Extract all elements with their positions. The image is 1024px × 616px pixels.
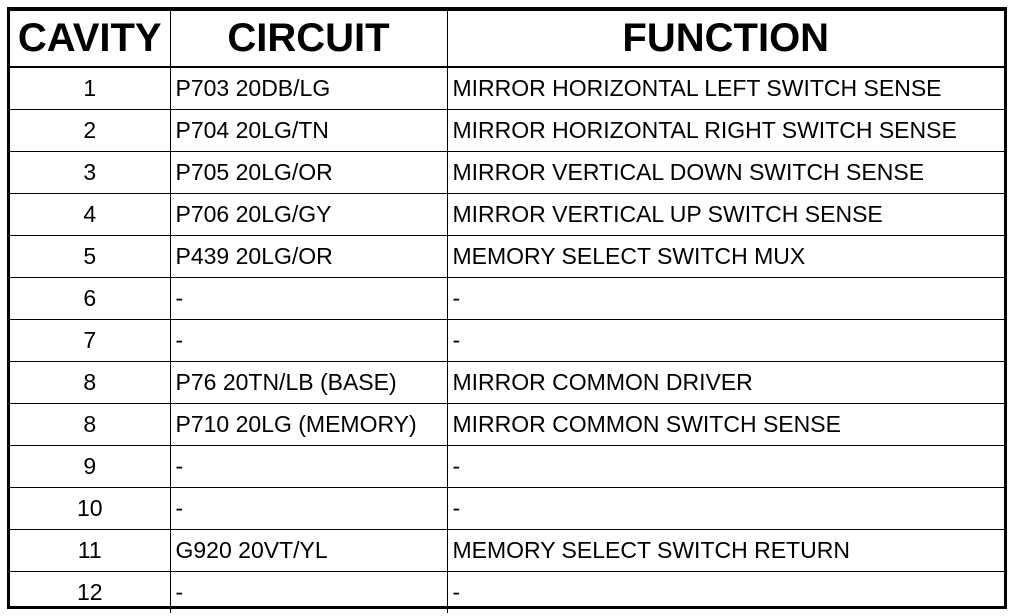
table-row [10,404,1004,446]
function-cell: MIRROR COMMON DRIVER [447,362,1004,404]
circuit-cell: P439 20LG/OR [170,236,447,278]
circuit-cell: P704 20LG/TN [170,110,447,152]
cavity-cell: 3 [10,152,170,194]
table-row [10,194,1004,236]
circuit-cell: - [170,488,447,530]
circuit-cell: P706 20LG/GY [170,194,447,236]
cavity-cell: 6 [10,278,170,320]
cavity-cell: 8 [10,362,170,404]
table-row [10,446,1004,488]
table-row [10,278,1004,320]
function-cell: - [447,320,1004,362]
function-cell: MIRROR COMMON SWITCH SENSE [447,404,1004,446]
header-function: FUNCTION [447,11,1004,68]
header-cavity: CAVITY [10,11,170,68]
function-cell: MEMORY SELECT SWITCH RETURN [447,530,1004,572]
cavity-cell: 10 [10,488,170,530]
circuit-cell: P703 20DB/LG [170,67,447,110]
function-cell: MIRROR HORIZONTAL LEFT SWITCH SENSE [447,67,1004,110]
cavity-cell: 8 [10,404,170,446]
cavity-cell: 7 [10,320,170,362]
table-header-row [10,11,1004,68]
table-row [10,152,1004,194]
table-row [10,362,1004,404]
table-row [10,110,1004,152]
cavity-cell: 12 [10,572,170,614]
header-circuit: CIRCUIT [170,11,447,68]
circuit-cell: P705 20LG/OR [170,152,447,194]
table-row [10,67,1004,110]
connector-pinout-table [10,10,1004,613]
circuit-cell: - [170,320,447,362]
circuit-cell: - [170,278,447,320]
circuit-cell: - [170,446,447,488]
cavity-cell: 1 [10,67,170,110]
cavity-cell: 2 [10,110,170,152]
cavity-cell: 11 [10,530,170,572]
function-cell: MIRROR HORIZONTAL RIGHT SWITCH SENSE [447,110,1004,152]
cavity-cell: 5 [10,236,170,278]
function-cell: MIRROR VERTICAL UP SWITCH SENSE [447,194,1004,236]
circuit-cell: P76 20TN/LB (BASE) [170,362,447,404]
table-body [10,67,1004,613]
function-cell: MIRROR VERTICAL DOWN SWITCH SENSE [447,152,1004,194]
function-cell: - [447,572,1004,614]
cavity-cell: 4 [10,194,170,236]
cavity-cell: 9 [10,446,170,488]
circuit-cell: - [170,572,447,614]
circuit-cell: P710 20LG (MEMORY) [170,404,447,446]
connector-pinout-table-frame [7,7,1007,609]
table-row [10,236,1004,278]
function-cell: - [447,446,1004,488]
function-cell: - [447,488,1004,530]
table-row [10,320,1004,362]
table-row [10,572,1004,614]
function-cell: - [447,278,1004,320]
function-cell: MEMORY SELECT SWITCH MUX [447,236,1004,278]
circuit-cell: G920 20VT/YL [170,530,447,572]
table-row [10,530,1004,572]
table-row [10,488,1004,530]
